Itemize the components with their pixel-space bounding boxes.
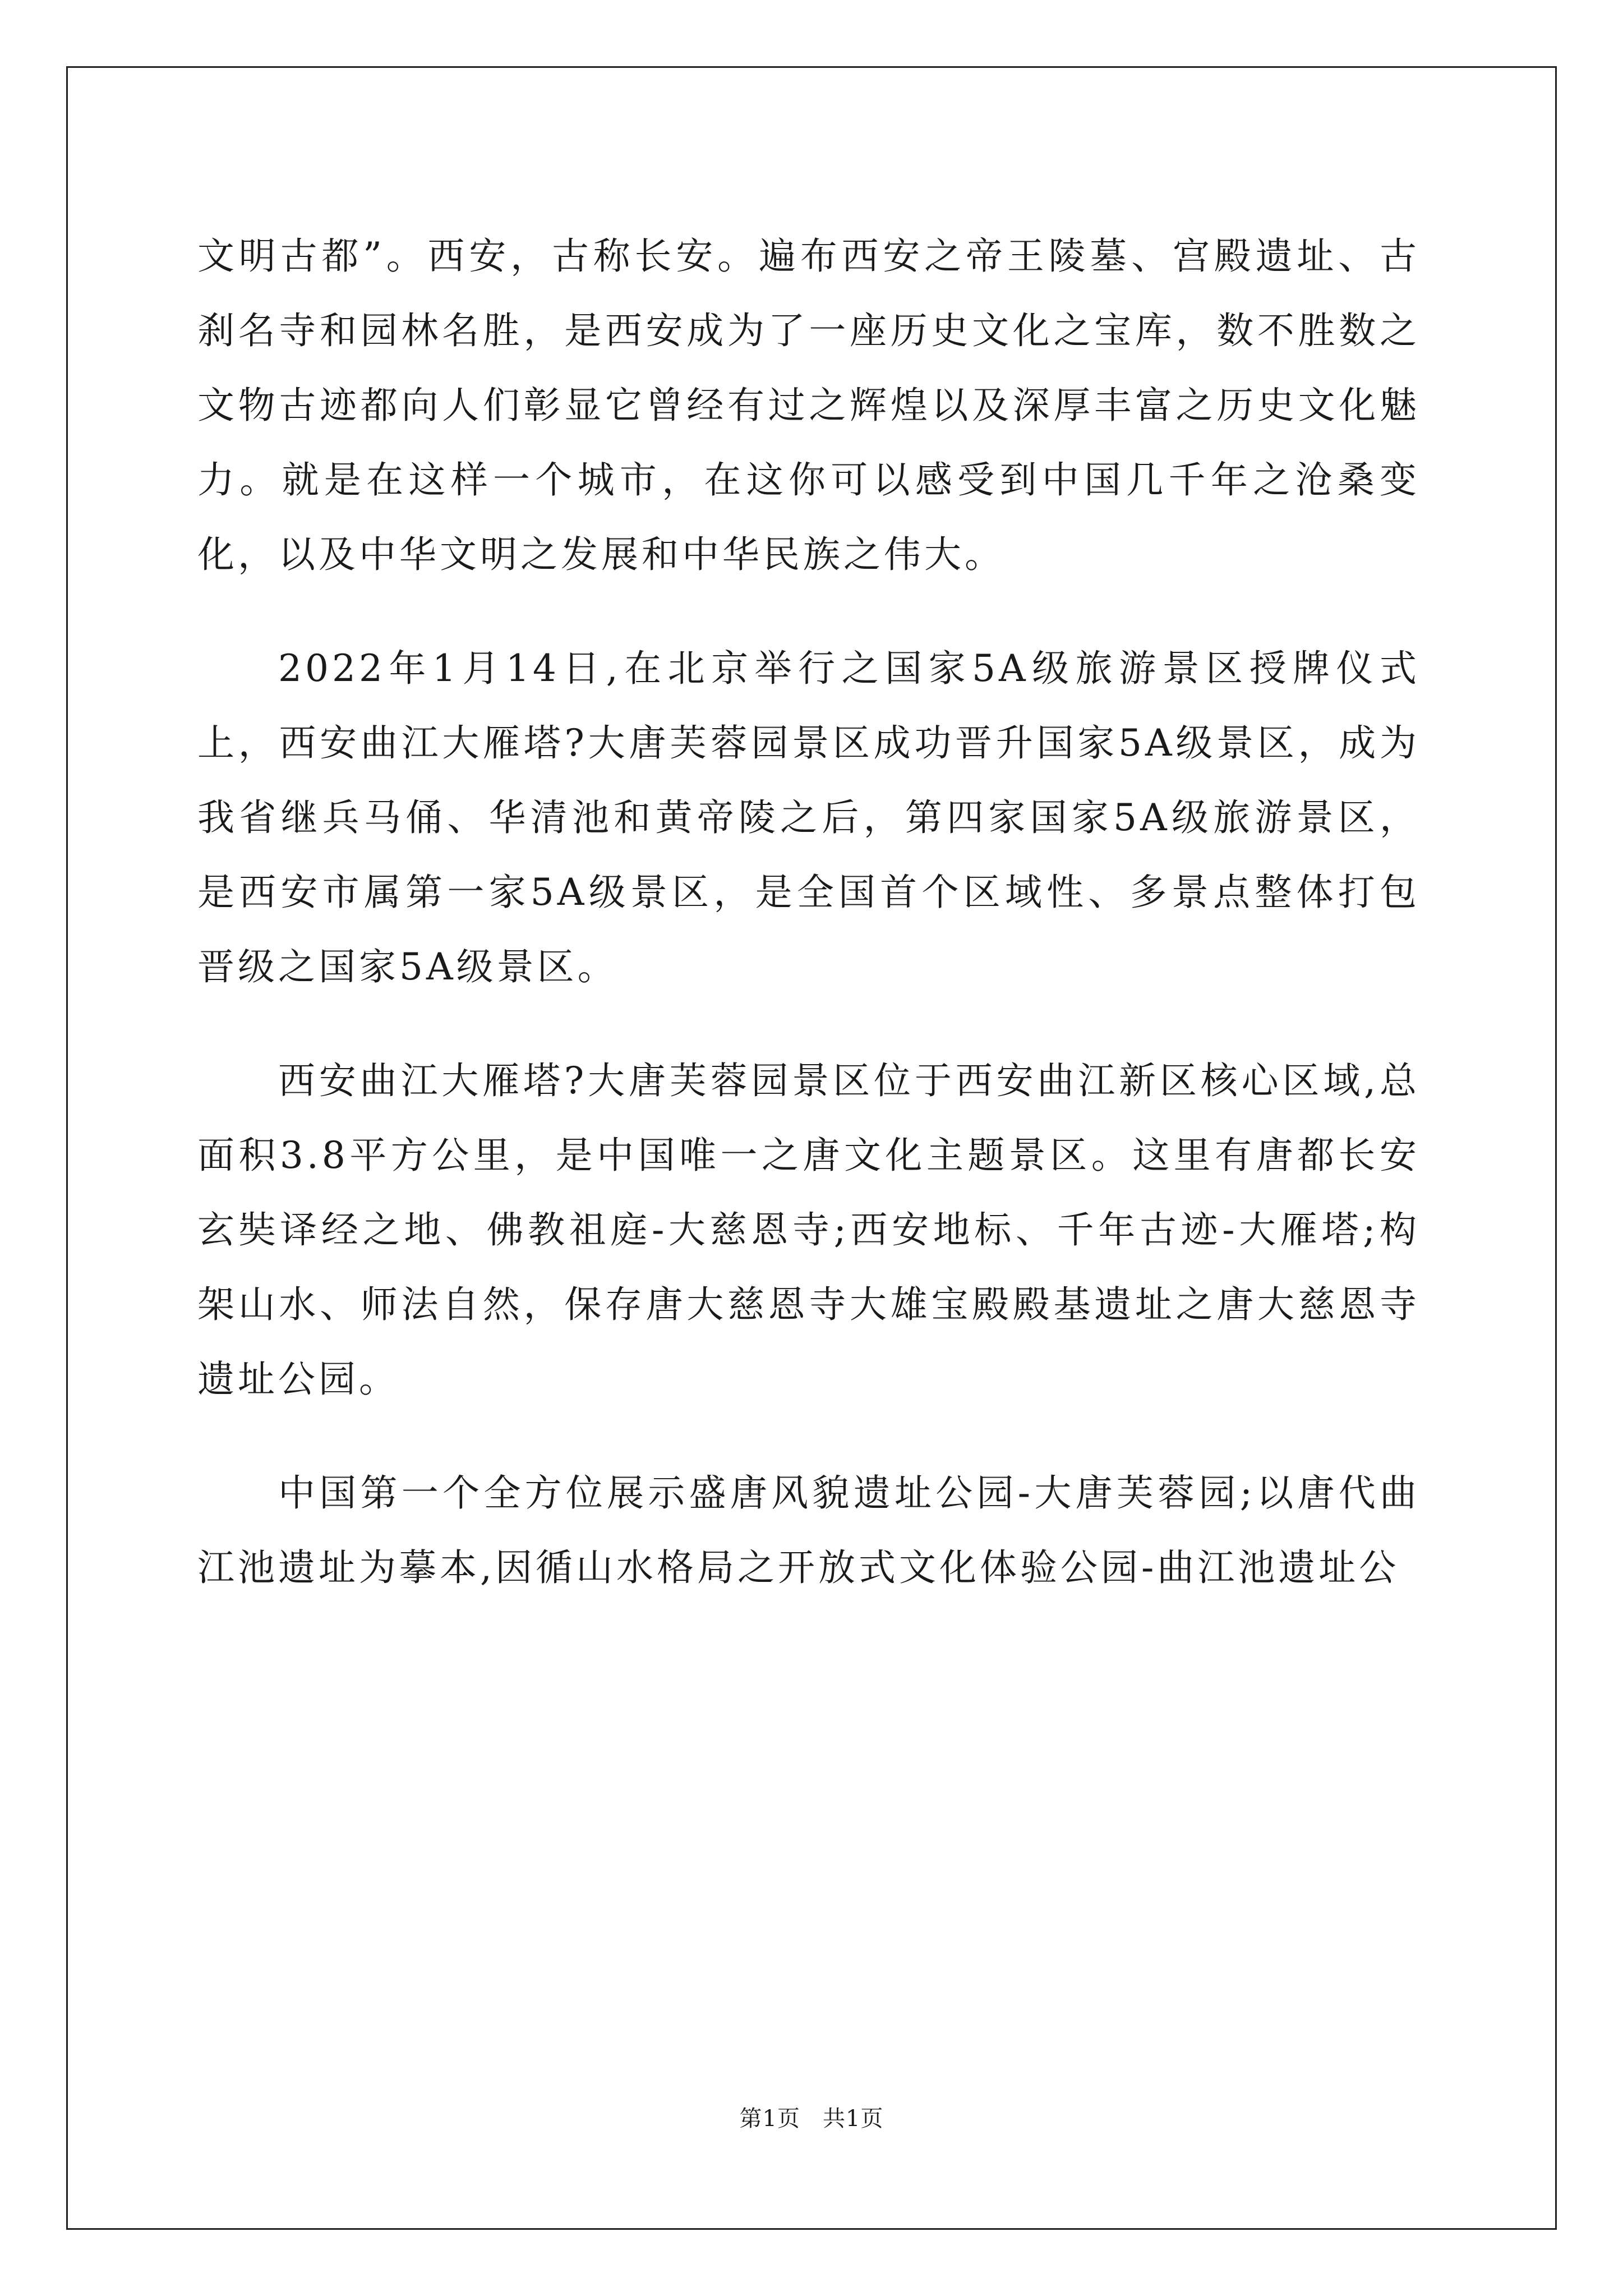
paragraph-1: 文明古都”。西安，古称长安。遍布西安之帝王陵墓、宫殿遗址、古刹名寺和园林名胜，是西安成为了一座历史文化之宝库，数不胜数之文物古迹都向人们彰显它曾经有过之辉煌以及深厚丰富之历史文化魅力。就是在这样一个城市，在这你可以感受到中国几千年之沧桑变化，以及中华文明之发展和中华民族之伟大。 — [197, 234, 1420, 576]
paragraph-3: 西安曲江大雁塔?大唐芙蓉园景区位于西安曲江新区核心区域,总面积3.8平方公里，是中国唯一之唐文化主题景区。这里有唐都长安玄奘译经之地、佛教祖庭-大慈恩寺;西安地标、千年古迹-大雁塔;构架山水、师法自然，保存唐大慈恩寺大雄宝殿殿基遗址之唐大慈恩寺遗址公园。 — [197, 1059, 1420, 1401]
page-number: 第1页 — [739, 2106, 800, 2132]
page-total: 共1页 — [823, 2106, 884, 2132]
document-body — [197, 219, 1420, 1605]
paragraph-4: 中国第一个全方位展示盛唐风貌遗址公园-大唐芙蓉园;以唐代曲江池遗址为摹本,因循山水格局之开放式文化体验公园-曲江池遗址公 — [197, 1471, 1420, 1589]
paragraph-2: 2022年1月14日,在北京举行之国家5A级旅游景区授牌仪式上，西安曲江大雁塔?大唐芙蓉园景区成功晋升国家5A级景区，成为我省继兵马俑、华清池和黄帝陵之后，第四家国家5A级旅游景区，是西安市属第一家5A级景区，是全国首个区域性、多景点整体打包晋级之国家5A级景区。 — [197, 647, 1420, 988]
page-footer — [0, 2105, 1623, 2133]
